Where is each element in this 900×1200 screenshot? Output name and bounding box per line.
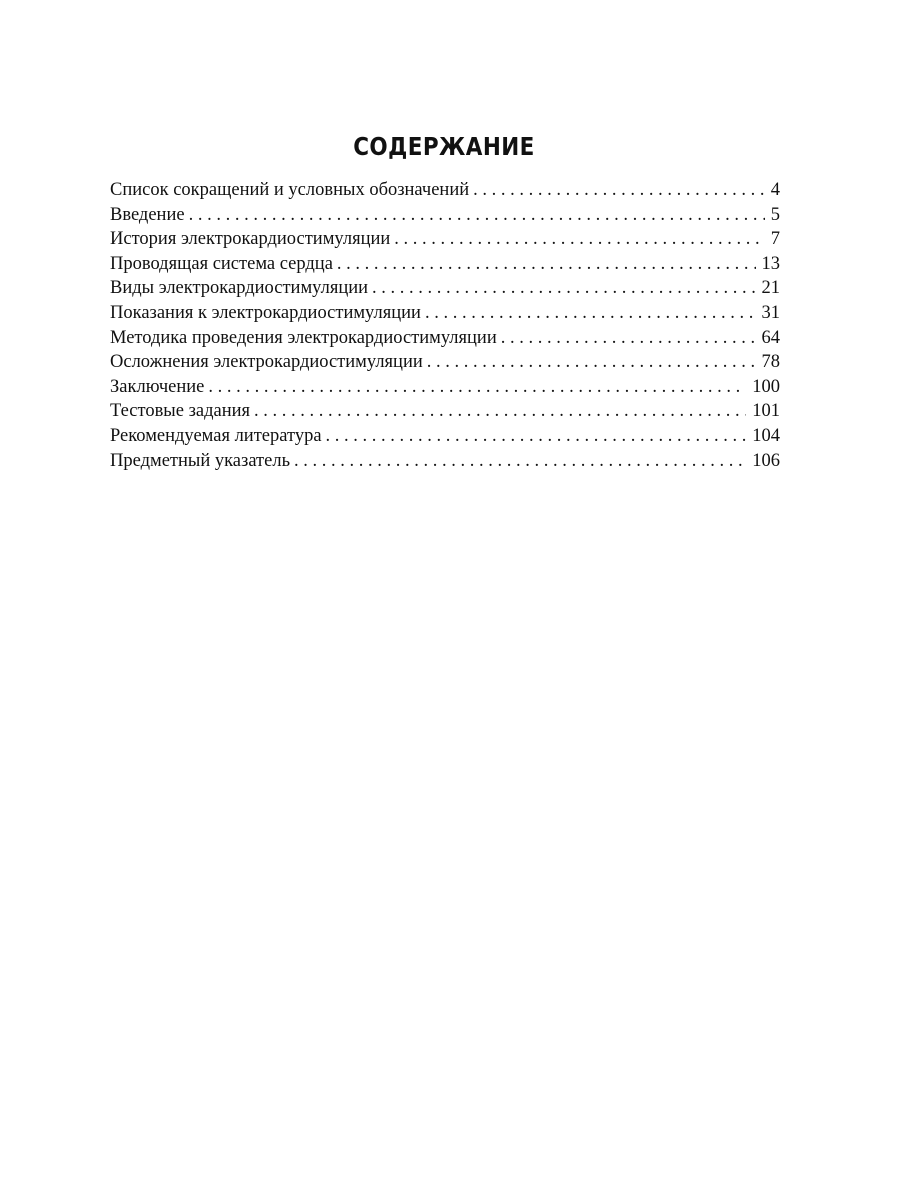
toc-entry-label: Методика проведения электрокардиостимуляции [110, 327, 497, 348]
toc-entry-label: Список сокращений и условных обозначений [110, 180, 470, 200]
toc-entry[interactable] [110, 424, 780, 449]
toc-entry[interactable] [110, 252, 780, 277]
toc-entry-label: Осложнения электрокардиостимуляции [110, 352, 423, 373]
toc-entry-label: Проводящая система сердца [110, 253, 333, 274]
toc-entry-label: Введение [110, 204, 185, 225]
toc-entry-page: 4 [770, 180, 780, 200]
toc-entry-page: 64 [761, 327, 780, 348]
toc-entry[interactable] [110, 227, 780, 252]
toc-leader-dots [370, 276, 755, 301]
toc-entry-label: Заключение [110, 376, 205, 397]
toc-entry-page: 78 [761, 352, 780, 373]
toc-leader-dots [324, 424, 747, 449]
table-of-contents [110, 178, 780, 473]
toc-leader-dots [252, 399, 746, 424]
toc-entry-page: 5 [770, 204, 780, 225]
toc-entry-label: Показания к электрокардиостимуляции [110, 302, 421, 323]
page-title: СОДЕРЖАНИЕ [353, 132, 535, 161]
toc-entry-label: Виды электрокардиостимуляции [110, 278, 369, 299]
toc-entry[interactable] [110, 375, 780, 400]
toc-entry-page: 21 [761, 278, 780, 299]
toc-entry-label: Тестовые задания [110, 401, 251, 422]
toc-entry[interactable] [110, 276, 780, 301]
toc-leader-dots [499, 326, 756, 351]
toc-entry[interactable] [110, 203, 780, 228]
toc-entry[interactable] [110, 301, 780, 326]
toc-entry-page: 100 [752, 376, 780, 397]
toc-entry-label: Предметный указатель [110, 450, 291, 471]
toc-leader-dots [335, 252, 756, 277]
toc-entry-page: 106 [752, 450, 780, 471]
toc-entry-label: История электрокардиостимуляции [110, 229, 391, 250]
toc-leader-dots [206, 375, 746, 400]
toc-entry[interactable] [110, 399, 780, 424]
toc-entry[interactable] [110, 350, 780, 375]
toc-entry[interactable] [110, 326, 780, 351]
toc-entry[interactable] [110, 449, 780, 474]
toc-leader-dots [187, 203, 765, 228]
toc-entry-label: Рекомендуемая литература [110, 425, 322, 446]
toc-entry-page: 31 [761, 302, 780, 323]
toc-leader-dots [392, 227, 764, 252]
toc-entry-page: 7 [770, 229, 780, 250]
toc-leader-dots [471, 178, 765, 203]
toc-entry-page: 101 [752, 401, 780, 422]
toc-leader-dots [292, 449, 746, 474]
toc-leader-dots [425, 350, 756, 375]
toc-entry-page: 104 [752, 425, 780, 446]
toc-entry-page: 13 [761, 253, 780, 274]
toc-leader-dots [423, 301, 756, 326]
toc-entry[interactable] [110, 178, 780, 203]
